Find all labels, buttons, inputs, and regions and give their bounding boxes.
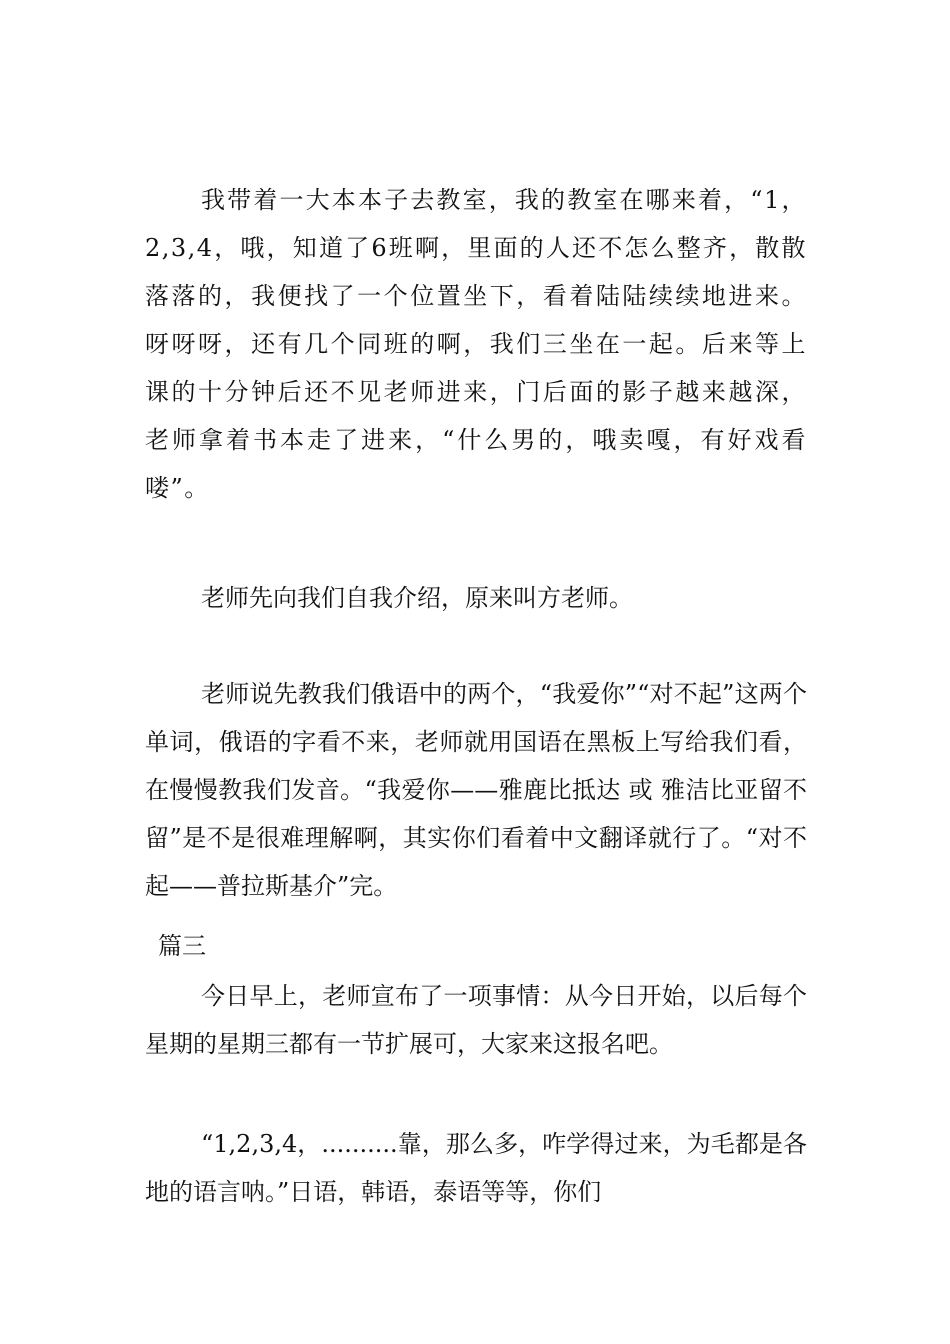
paragraph-russian-lesson: 老师说先教我们俄语中的两个，“我爱你”“对不起”这两个单词，俄语的字看不来，老师就用国语在黑板上写给我们看，在慢慢教我们发音。“我爱你——雅鹿比抵达 或 雅洁比亚留不留”是不是很难理解啊，其实你们看着中文翻译就行了。“对不起——普拉斯基介”完。 xyxy=(145,680,807,900)
paragraph-classroom: 我带着一大本本子去教室，我的教室在哪来着，“1，2,3,4，哦，知道了6班啊，里面的人还不怎么整齐，散散落落的，我便找了一个位置坐下，看着陆陆续续地进来。呀呀呀，还有几个同班的啊，我们三坐在一起。后来等上课的十分钟后还不见老师进来，门后面的影子越来越深，老师拿着书本走了进来，“什么男的，哦卖嘎，有好戏看喽”。 xyxy=(145,186,807,502)
paragraph-teacher-intro: 老师先向我们自我介绍，原来叫方老师。 xyxy=(201,584,633,612)
paragraph-languages: “1,2,3,4，..........靠，那么多，咋学得过来，为毛都是各地的语言呐。”日语，韩语，泰语等等，你们 xyxy=(145,1130,807,1206)
section-heading: 篇三 xyxy=(158,932,206,960)
paragraph-announcement: 今日早上，老师宣布了一项事情：从今日开始，以后每个星期的星期三都有一节扩展可，大家来这报名吧。 xyxy=(145,982,807,1058)
